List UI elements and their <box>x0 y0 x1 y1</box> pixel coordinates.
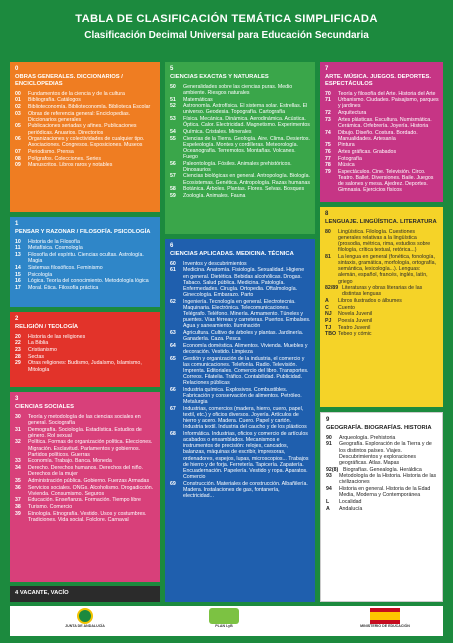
classification-entry <box>170 406 311 431</box>
classification-entry <box>170 261 311 267</box>
entry-code: 10 <box>15 238 21 245</box>
classification-entry <box>15 97 156 103</box>
entry-text: Metafísica. Cosmología <box>28 245 83 252</box>
entry-code: 28 <box>15 353 21 360</box>
classification-entry <box>170 343 311 355</box>
entry-text: Bibliografía. Catálogos <box>28 97 81 104</box>
entry-text: Novela Juvenil <box>338 311 373 318</box>
plan-lyb-emblem-icon <box>209 608 239 624</box>
entry-code: 74 <box>325 129 331 136</box>
entry-code: 20 <box>15 333 21 340</box>
classification-entry <box>170 129 311 135</box>
entry-code: 50 <box>170 83 176 90</box>
entry-code: 02 <box>15 103 21 110</box>
entry-text: Química. Cristales. Minerales <box>183 128 252 135</box>
entry-code: 80 <box>325 228 331 235</box>
entry-text: Fundamentos de la ciencia y de la cultura <box>28 90 125 97</box>
entry-code: 77 <box>325 155 331 162</box>
classification-entry <box>15 111 156 123</box>
category-box-1 <box>10 217 160 307</box>
classification-entry <box>15 497 156 503</box>
classification-entry <box>325 311 439 317</box>
category-heading: LENGUAJE. LINGÜÍSTICA. LITERATURA <box>325 219 437 225</box>
category-box-2 <box>10 312 160 387</box>
entry-text: Libros ilustrados o álbumes <box>338 298 402 305</box>
classification-entry <box>15 149 156 155</box>
ministerio-logo-text: MINISTERIO DE EDUCACIÓN <box>360 624 410 628</box>
category-box-3 <box>10 392 160 582</box>
classification-entry <box>170 84 311 96</box>
entry-text: Historia de las religiones <box>28 333 86 340</box>
entry-code: 78 <box>325 162 331 169</box>
classification-entry <box>15 91 156 97</box>
entry-code: 39 <box>15 510 21 517</box>
entry-code: TBO <box>325 331 337 338</box>
entry-text: Agricultura. Cultivo de árboles y plantas. Jardinería. Ganadería. Caza. Pesca <box>183 330 304 343</box>
entry-text: Historia en general. Historia de la Edad Media, Moderna y Contemporánea <box>339 486 431 499</box>
classification-entry <box>170 161 311 173</box>
entry-code: C <box>325 304 329 311</box>
entry-code: 38 <box>15 503 21 510</box>
classification-entry <box>325 162 439 168</box>
entry-code: A <box>326 505 330 512</box>
classification-entry <box>170 193 311 199</box>
entry-code: 33 <box>15 458 21 465</box>
entry-code: 94 <box>326 486 332 493</box>
entry-code: 91 <box>326 441 332 448</box>
entry-text: Turismo. Comercio <box>28 503 73 510</box>
entry-text: Obras de referencia general: Enciclopedias. Diccionarios generales <box>28 110 131 123</box>
page-title: TABLA DE CLASIFICACIÓN TEMÁTICA SIMPLIFICADA <box>75 13 378 25</box>
entry-code: 65 <box>170 355 176 362</box>
entry-text: Dibujo. Diseño. Costura. Bordado. Manualidades. Artesanía <box>338 129 418 142</box>
classification-entry <box>325 142 439 148</box>
classification-entry <box>15 265 156 271</box>
classification-entry <box>15 272 156 278</box>
entry-text: Ciencias biológicas en general. Antropología. Biología. Ecosistemas. Genética. Antropología. Razas humanas <box>183 173 310 186</box>
entry-code: 08 <box>15 155 21 162</box>
classification-entry <box>325 318 439 324</box>
entry-code: 13 <box>15 252 21 259</box>
entry-code: 31 <box>15 426 21 433</box>
category-number: 1 <box>15 221 19 227</box>
entry-code: 92(8) <box>326 466 339 473</box>
entry-code: 32 <box>15 439 21 446</box>
entry-code: 06 <box>15 136 21 143</box>
entry-text: Lingüística. Filología. Cuestiones generales relativas a la lingüística (prosodia, métrica, rima, estudios sobre filología, crítica textual, retórica...) <box>338 228 431 254</box>
category-heading: CIENCIAS EXACTAS Y NATURALES <box>170 74 269 80</box>
poster-header <box>10 8 443 56</box>
classification-entry <box>170 267 311 298</box>
entry-code: 07 <box>15 149 21 155</box>
entry-code: 93 <box>326 473 332 480</box>
entry-code: 75 <box>325 142 331 149</box>
classification-entry <box>15 504 156 510</box>
entry-text: Economía doméstica. Alimentos. Vivienda. Muebles y decoración. Vestido. Limpieza <box>183 342 308 355</box>
classification-entry <box>15 354 156 360</box>
category-box-9 <box>320 412 443 602</box>
classification-entry <box>170 136 311 161</box>
classification-entry <box>170 173 311 185</box>
entry-text: Política. Formas de organización política. Elecciones. Migración. Esclavitud. Parlamentos y gobiernos. Partidos políticos. Guerras <box>28 439 153 458</box>
classification-entry <box>325 110 439 116</box>
classification-entry <box>170 356 311 387</box>
entry-text: Inventos y descubrimientos <box>183 260 247 267</box>
junta-andalucia-emblem-icon <box>77 608 93 624</box>
entry-code: 55 <box>170 135 176 142</box>
classification-entry <box>15 278 156 284</box>
classification-entry <box>325 285 439 297</box>
junta-andalucia-logo <box>65 608 105 634</box>
entry-code: 62 <box>170 298 176 305</box>
entry-text: Demografía. Sociología. Estadística. Estudios de género. Rol sexual <box>28 426 142 439</box>
category-heading: GEOGRAFÍA. BIOGRAFÍAS. HISTORIA <box>326 425 432 431</box>
entry-code: 67 <box>170 405 176 412</box>
entry-code: 76 <box>325 149 331 155</box>
entry-code: 17 <box>15 284 21 291</box>
entry-code: 73 <box>325 116 331 123</box>
plan-lyb-logo-text: PLAN LyB <box>215 624 233 628</box>
entry-text: Filosofía del espíritu. Ciencias ocultas. Astrología. Magia <box>28 252 144 265</box>
entry-text: Ingeniería. Tecnología en general. Electrotecnia. Maquinaria. Electrónica. Telecomunicaciones. Telégrafo. Teléfono. Minería. Armamento. Túneles y puentes. Vías férreas y carreteras. Puertos. Embalses. Agua y saneamiento. Iluminación <box>183 298 311 330</box>
entry-text: Medicina. Anatomía. Fisiología. Sexualidad. Higiene en general. Dietética. Bebidas alcohólicas. Drogas. Tabaco. Salud pública. Medicina. Patología. Enfermedades. Cirugía. Ortopedia. Oftalmología. Ginecología. Embarazo. Parto <box>183 267 305 299</box>
entry-text: Urbanismo. Ciudades. Paisajismo, parques y jardines <box>338 97 439 110</box>
entry-code: 54 <box>170 128 176 135</box>
entry-code: 81 <box>325 253 331 260</box>
spain-flag-icon <box>370 608 400 624</box>
category-heading: CIENCIAS APLICADAS. MEDICINA. TÉCNICA <box>170 251 294 257</box>
classification-entry <box>15 347 156 353</box>
category-number: 3 <box>15 396 19 402</box>
classification-entry <box>326 441 438 466</box>
entry-code: 01 <box>15 97 21 104</box>
entry-text: Localidad <box>339 498 362 505</box>
classification-entry <box>325 117 439 129</box>
classification-entry <box>15 104 156 110</box>
entry-text: Generalidades sobre las ciencias puras. Medio ambiente. Riesgos naturales <box>183 83 293 96</box>
entry-text: Moral. Ética. Filosofía práctica <box>28 284 99 291</box>
entry-text: Física. Mecánica. Dinámica. Aerodinámica. Acústica. Óptica. Calor. Electricidad. Magnetismo. Experimentos <box>183 116 310 129</box>
entry-text: Lógica. Teoría del conocimiento. Metodología lógica <box>28 278 149 285</box>
entry-text: Sistemas filosóficos. Feminismo <box>28 264 103 271</box>
entry-text: Industria química. Explosivos. Combustibles. Fabricación y conservación de alimentos. Petróleo. Metalurgia <box>183 386 302 406</box>
entry-text: Botánica. Árboles. Plantas. Flores. Selvas. Bosques <box>183 186 305 193</box>
classification-entry <box>325 298 439 304</box>
entry-code: A <box>325 298 329 305</box>
classification-entry <box>170 97 311 103</box>
entry-text: Economía. Trabajo. Banca. Moneda <box>28 458 112 465</box>
category-number: 6 <box>170 243 174 249</box>
classification-entry <box>326 473 438 485</box>
classification-entry <box>15 465 156 477</box>
category-number: 8 <box>325 211 329 217</box>
category-number: 4 <box>15 590 19 596</box>
classification-entry <box>325 97 439 109</box>
entry-text: Publicaciones seriadas y afines. Publicaciones periódicas. Anuarios. Directorios <box>28 123 137 136</box>
entry-text: Servicios sociales. ONGs. Alcoholismo. Drogadicción. Vivienda. Consumismo. Seguros <box>28 484 154 497</box>
entry-code: 35 <box>15 477 21 484</box>
entry-code: 09 <box>15 162 21 169</box>
entry-code: 22 <box>15 340 21 347</box>
entry-code: 29 <box>15 360 21 367</box>
entry-code: PJ <box>325 317 332 324</box>
classification-entry <box>325 91 439 97</box>
entry-text: Administración pública. Gobierno. Fuerzas Armadas <box>28 477 150 484</box>
entry-text: Polígrafos. Colecciones. Series <box>28 155 101 162</box>
entry-text: Poesía Juvenil <box>338 317 373 324</box>
entry-text: Artes gráficas. Grabados <box>338 149 397 155</box>
category-box-7 <box>320 62 443 202</box>
category-number: 0 <box>15 66 19 72</box>
entry-text: Matemáticas <box>183 96 213 103</box>
classification-entry <box>15 360 156 372</box>
entry-code: 72 <box>325 110 331 117</box>
entry-code: 71 <box>325 97 331 104</box>
entry-code: 00 <box>15 90 21 97</box>
entry-code: 63 <box>170 330 176 337</box>
classification-entry <box>325 254 439 285</box>
category-box-0 <box>10 62 160 212</box>
entry-text: Geografía. Exploración de la Tierra y de los distintos países. Viajes. Descubrimientos y exploraciones geográficas. Atlas. Mapas <box>339 441 432 466</box>
entry-code: 37 <box>15 497 21 504</box>
classification-entry <box>170 330 311 342</box>
entry-text: Gestión y organización de la industria, el comercio y las comunicaciones. Telefonía. Radio. Televisión. Imprenta. Editoriales. Comercio del libro. Transportes. Correos. Filatelia. Tráfico. Contabilidad. Publicidad. Relaciones públicas <box>183 355 309 387</box>
classification-entry <box>15 156 156 162</box>
entry-text: Cuento <box>338 304 355 311</box>
classification-entry <box>170 481 311 499</box>
classification-entry <box>15 340 156 346</box>
classification-entry <box>170 116 311 128</box>
classification-entry <box>326 467 438 473</box>
entry-text: Metodología de la Historia. Historia de las civilizaciones <box>339 473 437 486</box>
entry-code: 15 <box>15 271 21 278</box>
entry-text: Astronomía. Astrofísica. El sistema solar. Estrellas. El universo. Geodesia. Topografía. Cartografía <box>183 103 308 116</box>
classification-entry <box>325 331 439 337</box>
entry-text: Arqueología. Prehistoria <box>339 434 396 441</box>
entry-text: Periodismo. Prensa <box>28 149 74 155</box>
category-number: 2 <box>15 316 19 322</box>
entry-code: 52 <box>170 103 176 110</box>
entry-text: Derecho. Derechos humanos. Derechos del niño. Derechos de la mujer <box>28 465 143 478</box>
category-number: 9 <box>326 417 330 423</box>
entry-text: Manuscritos. Libros raros y notables <box>28 162 113 169</box>
entry-code: 23 <box>15 347 21 354</box>
entry-code: 60 <box>170 260 176 267</box>
classification-entry <box>15 485 156 497</box>
plan-lyb-logo <box>200 608 248 634</box>
entry-code: NJ <box>325 311 332 318</box>
entry-code: 79 <box>325 168 331 175</box>
entry-code: 34 <box>15 465 21 472</box>
entry-text: La Biblia <box>28 340 49 347</box>
classification-entry <box>15 478 156 484</box>
classification-entry <box>15 123 156 135</box>
entry-text: Arquitectura <box>338 110 367 117</box>
entry-text: Biblioteconomía. Biblioteconomía. Biblioteca Escolar <box>28 103 151 110</box>
entry-code: 16 <box>15 278 21 285</box>
logo-strip <box>10 606 443 636</box>
classification-entry <box>15 252 156 264</box>
classification-grid <box>10 62 443 602</box>
entry-text: Teatro Juvenil <box>338 324 371 331</box>
classification-entry <box>326 486 438 498</box>
entry-code: 69 <box>170 480 176 487</box>
entry-text: Sectas <box>28 353 45 360</box>
entry-text: Espectáculos. Cine. Televisión. Circo. Teatro. Ballet. Diversiones. Baile. Juegos de salones y mesa. Ajedrez. Deportes. Gimnasia. Ejercicios físicos <box>338 168 434 194</box>
classification-entry <box>326 499 438 505</box>
entry-code: 51 <box>170 96 176 103</box>
entry-text: Ciencias de la Tierra. Geología. Aire. Clima. Desiertos. Espeleología. Montes y cordilleras. Meteorología. Oceanografía. Terremotos. Montañas. Volcanes. Fuego <box>183 135 310 161</box>
category-heading: CIENCIAS SOCIALES <box>15 404 74 410</box>
category-heading: OBRAS GENERALES. DICCIONARIOS / ENCICLOPEDIAS <box>15 74 123 87</box>
page-subtitle: Clasificación Decimal Universal para Educación Secundaria <box>84 30 369 41</box>
entry-text: Cristianismo <box>28 347 57 354</box>
entry-text: Etnología. Etnografía. Vestido. Usos y costumbres. Tradiciones. Vida social. Folclore. Carnaval <box>28 510 147 523</box>
entry-text: Literaturas y obras literarias de las distintas lenguas <box>342 285 423 298</box>
entry-code: 61 <box>170 267 176 274</box>
entry-code: 66 <box>170 386 176 393</box>
classification-entry <box>15 414 156 426</box>
category-box-8 <box>320 207 443 407</box>
entry-text: Biografías. Genealogía. Heráldica <box>343 466 422 473</box>
entry-text: Construcción. Materiales de construcción. Albañilería. Madera. Instalaciones de gas, fontanería, electricidad... <box>183 480 308 500</box>
entry-text: Música <box>338 162 355 169</box>
entry-code: 03 <box>15 110 21 117</box>
classification-entry <box>170 186 311 192</box>
entry-code: L <box>326 498 330 505</box>
classification-entry <box>15 334 156 340</box>
classification-entry <box>15 245 156 251</box>
category-heading: RELIGIÓN / TEOLOGÍA <box>15 324 79 330</box>
entry-code: 68 <box>170 431 176 438</box>
entry-code: 70 <box>325 90 331 97</box>
classification-entry <box>15 162 156 168</box>
entry-text: Otras religiones: Budismo, Judaísmo, Islamismo, Mitología <box>28 360 142 373</box>
entry-text: Fotografía <box>338 155 362 162</box>
classification-entry <box>325 156 439 162</box>
entry-text: Historia de la Filosofía <box>28 238 80 245</box>
category-heading: PENSAR Y RAZONAR / FILOSOFÍA. PSICOLOGÍA <box>15 229 151 235</box>
entry-code: 64 <box>170 342 176 349</box>
classification-entry <box>170 299 311 330</box>
entry-text: Andalucía <box>339 505 363 512</box>
classification-entry <box>325 149 439 155</box>
ministerio-logo <box>355 608 415 634</box>
entry-text: La lengua en general (fonética, fonología, sintaxis, gramática, morfología, ortografía, semántica, lexicología...). Lenguas: alemán, español, francés, inglés, latín, griego <box>338 253 437 285</box>
entry-text: Zoología. Animales. Fauna <box>183 192 246 199</box>
classification-entry <box>15 458 156 464</box>
entry-text: Informática. Industrias, oficios y comercio de artículos acabados o ensamblados. Mecanismos e instrumentos de precisión: relojes, cancados, balanzas, máquinas de escribir, impresoras, ordenadores, espejos, lupas, microscopios... Trabajos de hierro y de forja. Ferretería. Tapicería. Zapatería. Encuadernación. Papelería. Vestido y ropa. Aparatos. Comercio <box>183 431 309 481</box>
entry-text: Educación. Enseñanza. Formación. Tiempo libre <box>28 497 141 504</box>
category-heading <box>15 590 156 597</box>
entry-code: 90 <box>326 434 332 441</box>
classification-entry <box>325 229 439 254</box>
classification-entry <box>170 387 311 405</box>
category-number: 7 <box>325 66 329 72</box>
category-box-6 <box>165 239 315 602</box>
classification-entry <box>326 435 438 441</box>
entry-code: 56 <box>170 160 176 167</box>
classification-entry <box>325 169 439 194</box>
entry-code: 53 <box>170 116 176 123</box>
category-number: 5 <box>170 66 174 72</box>
classification-entry <box>15 439 156 457</box>
entry-text: Tebeo y cómic <box>338 331 372 338</box>
entry-code: 30 <box>15 413 21 420</box>
entry-code: 59 <box>170 192 176 199</box>
junta-andalucia-logo-text: JUNTA DE ANDALUCÍA <box>65 624 105 628</box>
classification-entry <box>170 103 311 115</box>
entry-text: Industrias, comercios (madera, hierro, cuero, papel, textil, etc.) y oficios diversos. Joyería. Artículos de hierro y acero. Madera. Cuero. Papel y cartón. Industria textil. Industria del caucho y de los plásticos <box>183 405 307 431</box>
entry-text: Organizaciones y colectividades de cualquier tipo. Asociaciones. Congresos. Exposiciones. Museos <box>28 136 145 149</box>
entry-code: 36 <box>15 484 21 491</box>
category-box-4 <box>10 586 160 602</box>
entry-code: 05 <box>15 123 21 130</box>
classification-entry <box>15 136 156 148</box>
classification-entry <box>15 285 156 291</box>
classification-entry <box>170 431 311 480</box>
entry-text: Teoría y metodología de las ciencias sociales en general. Sociografía <box>28 413 141 426</box>
classification-entry <box>325 325 439 331</box>
entry-code: 58 <box>170 186 176 193</box>
classification-entry <box>15 239 156 245</box>
entry-code: 14 <box>15 264 21 271</box>
entry-code: 57 <box>170 173 176 180</box>
entry-code: 82/89 <box>325 285 339 292</box>
category-box-5 <box>165 62 315 234</box>
category-heading: ARTE. MÚSICA. JUEGOS. DEPORTES. ESPECTÁCULOS <box>325 74 431 87</box>
classification-entry <box>325 305 439 311</box>
entry-code: 11 <box>15 245 21 252</box>
entry-text: Pintura <box>338 142 355 149</box>
entry-code: TJ <box>325 324 332 331</box>
classification-entry <box>15 511 156 523</box>
entry-text: Paleontología. Fósiles. Animales prehistóricos. Dinosaurios <box>183 160 292 173</box>
classification-entry <box>326 506 438 512</box>
entry-text: Artes plásticas. Escultura. Numismática. Cerámica. Orfebrería. Joyería. Historia <box>338 116 432 129</box>
classification-entry <box>15 427 156 439</box>
category-heading-text: VACANTE, VACÍO <box>19 590 69 596</box>
entry-text: Psicología <box>28 271 53 278</box>
entry-text: Teoría y filosofía del Arte. Historia del Arte <box>338 90 436 97</box>
classification-entry <box>325 130 439 142</box>
